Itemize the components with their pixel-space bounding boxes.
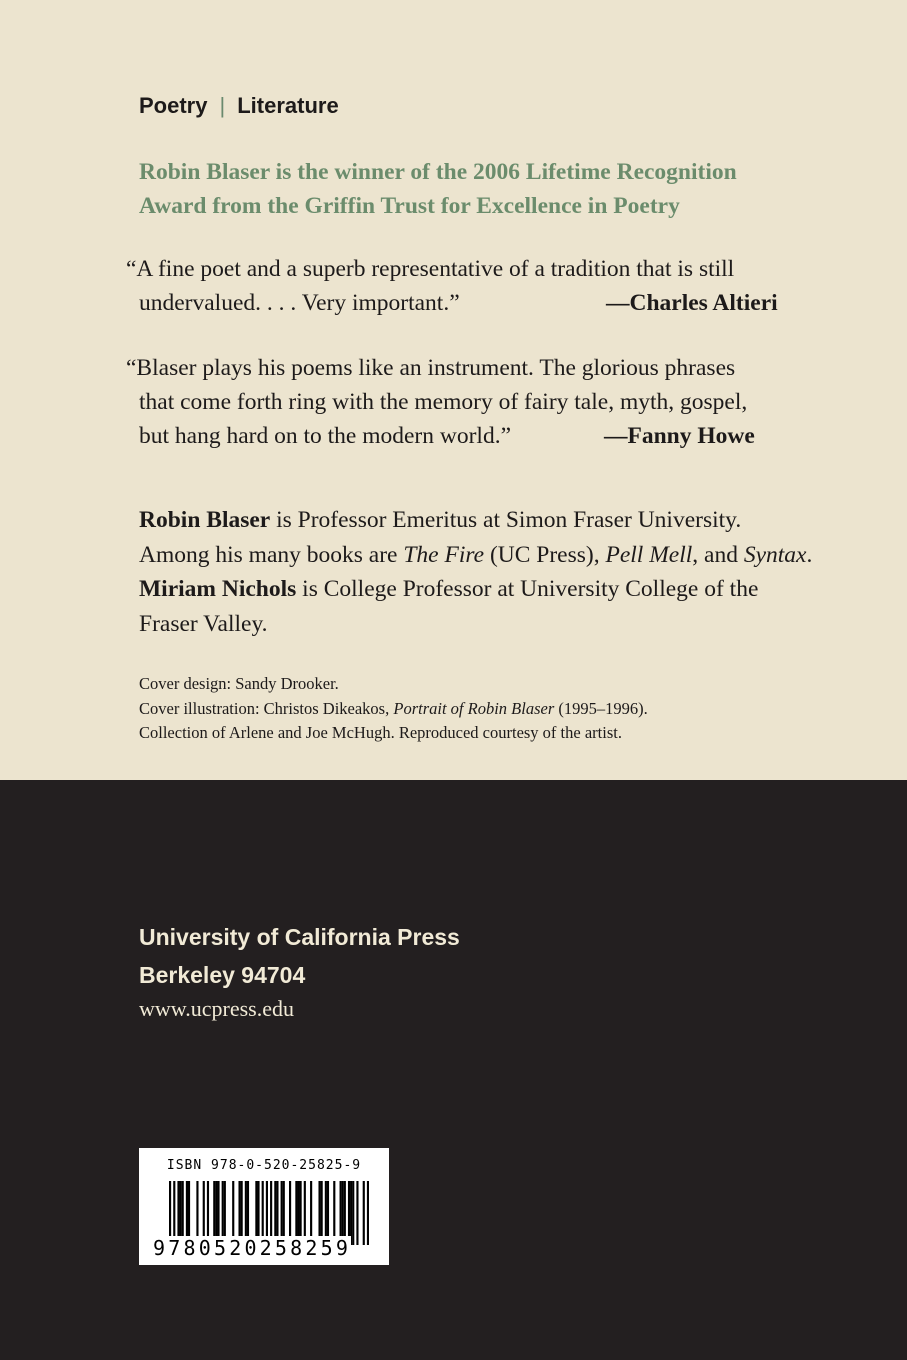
publisher-website: www.ucpress.edu [139,996,294,1021]
category-secondary: Literature [237,93,339,118]
publisher-block [139,918,460,994]
book-title: The Fire [403,541,485,568]
quote-text: but hang hard on to the modern world.” [139,423,511,449]
editor-name: Miriam Nichols [139,576,297,602]
quote-attribution: —Charles Altieri [606,290,778,316]
cover-credits [139,672,839,746]
books-intro: Among his many books are [139,541,404,568]
category-primary: Poetry [139,93,208,118]
bio-line-1 [139,503,839,538]
category-label [139,93,339,119]
publisher-name: University of California Press [139,924,460,950]
blurb-quote-2 [126,351,846,453]
bio-line-3 [139,572,839,607]
quote-line [126,286,846,320]
barcode-digit-text: 9780520258259 [153,1236,352,1260]
quote-text: undervalued. . . . Very important.” [139,290,460,316]
isbn-barcode [139,1148,389,1265]
book-publisher: (UC Press), [484,541,606,568]
author-bio [139,503,839,641]
isbn-label: ISBN 978-0-520-25825-9 [166,1158,362,1173]
punctuation: . [806,541,813,568]
blurb-quote-1 [126,252,846,320]
credit-illustration [139,697,839,722]
conjunction: , and [692,541,744,568]
lower-panel [0,780,907,1360]
quote-line: that come forth ring with the memory of fairy tale, myth, gospel, [139,389,748,415]
bio-line-4: Fraser Valley. [139,610,268,637]
award-line-1: Robin Blaser is the winner of the 2006 Lifetime Recognition [139,159,737,185]
author-name: Robin Blaser [139,507,271,533]
credit-collection: Collection of Arlene and Joe McHugh. Reproduced courtesy of the artist. [139,723,622,742]
quote-line: “Blaser plays his poems like an instrument. The glorious phrases [126,355,736,381]
category-separator: | [219,93,226,118]
quote-attribution: —Fanny Howe [604,423,755,449]
credit-illustration-prefix: Cover illustration: Christos Dikeakos, [139,698,394,718]
quote-line: “A fine poet and a superb representative of a tradition that is still [126,256,735,282]
award-line-2: Award from the Griffin Trust for Excellence in Poetry [139,193,680,219]
book-title: Pell Mell [605,541,693,568]
artwork-title: Portrait of Robin Blaser [393,698,555,718]
author-description: is Professor Emeritus at Simon Fraser University. [270,507,742,533]
editor-description: is College Professor at University College of the [296,576,759,602]
award-statement [139,155,839,223]
credit-design: Cover design: Sandy Drooker. [139,674,339,693]
bio-line-2 [139,538,839,573]
barcode-digits [153,1236,379,1260]
artwork-years: (1995–1996). [554,698,648,718]
quote-line [126,419,846,453]
book-title: Syntax [743,541,807,568]
publisher-city: Berkeley 94704 [139,962,306,988]
